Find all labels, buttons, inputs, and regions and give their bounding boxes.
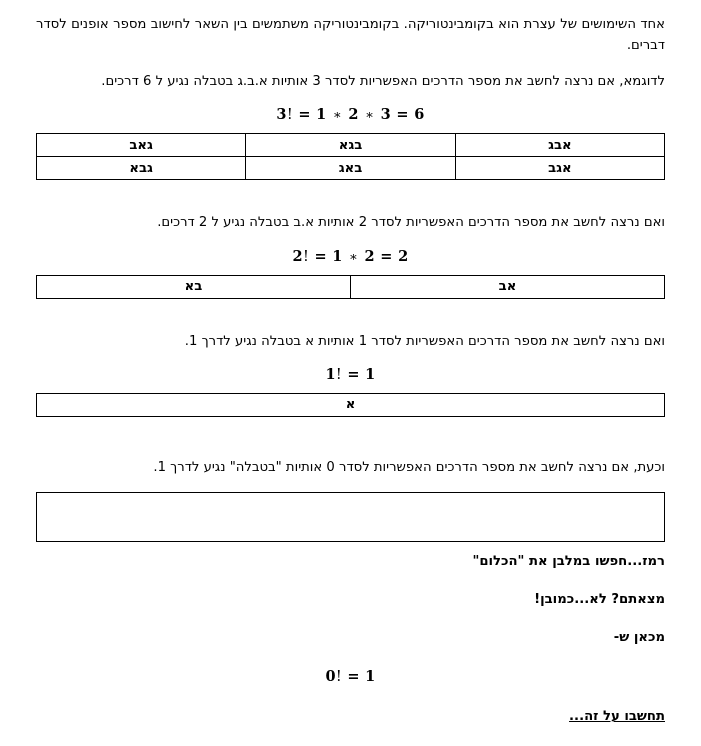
formula-three-eq1: = — [298, 106, 311, 124]
table-row — [37, 157, 665, 180]
formula-zero-factorial — [36, 668, 665, 685]
formula-two-eq1: = — [314, 247, 327, 265]
table-row — [37, 493, 665, 542]
paragraph-example-zero: וכעת, אם נרצה לחשב את מספר הדרכים האפשריות לסדר 0 אותיות "בטבלה" נגיע לדרך 1. — [153, 459, 665, 475]
paragraph-example-three: לדוגמא, אם נרצה לחשב את מספר הדרכים האפשריות לסדר 3 אותיות א.ב.ג בטבלה נגיע ל 6 דרכים. — [101, 73, 665, 89]
table-cell: אב — [351, 275, 665, 298]
formula-two-a: 1 — [332, 247, 343, 265]
formula-three-factorial — [36, 106, 665, 123]
table-cell: בא — [37, 275, 351, 298]
table-row — [37, 393, 665, 416]
formula-three-bang: ! — [286, 107, 293, 124]
formula-one-bang: ! — [335, 366, 342, 383]
formula-one-result: 1 — [365, 365, 376, 383]
table-cell: אגב — [455, 157, 664, 180]
note-found: מצאתם? לא...כמובן! — [534, 592, 665, 608]
formula-two-bang: ! — [302, 248, 310, 265]
table-cell: בגא — [246, 134, 455, 157]
table-cell: גאב — [37, 134, 246, 157]
note-therefore: מכאן ש- — [613, 629, 665, 645]
note-hint: רמז...חפשו במלבן את "הכלום" — [472, 554, 665, 570]
table-cell: אבג — [455, 134, 664, 157]
formula-three-eq2: = — [396, 106, 409, 124]
formula-one-lhs: 1 — [325, 365, 336, 383]
formula-zero-lhs: 0 — [325, 667, 336, 685]
document-content — [36, 14, 665, 744]
table-cell: גבא — [37, 157, 246, 180]
formula-two-result: 2 — [398, 247, 409, 265]
formula-three-op1: ∗ — [332, 108, 343, 124]
table-row — [37, 134, 665, 157]
spacer — [36, 427, 665, 457]
formula-two-factorial — [36, 248, 665, 265]
formula-two-eq2: = — [380, 247, 393, 265]
note-think — [36, 707, 665, 727]
formula-zero-eq1: = — [347, 667, 360, 685]
table-cell-empty — [37, 493, 665, 542]
table-zero-letter-permutations — [36, 492, 665, 542]
formula-three-result: 6 — [414, 106, 425, 124]
spacer — [36, 695, 665, 707]
formula-zero-result: 1 — [365, 667, 376, 685]
paragraph-intro: אחד השימושים של עצרת הוא בקומבינטוריקה. בקומבינטוריקה משתמשים בין השאר לחישוב מספר אופנים לסדר דברים. — [36, 17, 665, 54]
formula-three-op2: ∗ — [365, 108, 375, 124]
table-one-letter-permutations — [36, 393, 665, 417]
paragraph-example-two: ואם נרצה לחשב את מספר הדרכים האפשריות לסדר 2 אותיות א.ב בטבלה נגיע ל 2 דרכים. — [157, 215, 665, 231]
formula-three-lhs: 3 — [276, 106, 287, 124]
formula-three-a: 1 — [316, 106, 327, 124]
formula-two-lhs: 2 — [292, 247, 303, 265]
formula-three-b: 2 — [348, 106, 359, 124]
table-three-letter-permutations — [36, 133, 665, 180]
formula-one-eq1: = — [347, 365, 360, 383]
table-two-letter-permutations — [36, 275, 665, 299]
spacer — [36, 190, 665, 212]
formula-two-op1: ∗ — [349, 249, 359, 265]
spacer — [36, 309, 665, 331]
table-row — [37, 275, 665, 298]
table-cell: באג — [246, 157, 455, 180]
formula-one-factorial — [36, 366, 665, 383]
formula-zero-bang: ! — [335, 668, 342, 685]
table-cell: א — [37, 393, 665, 416]
formula-two-b: 2 — [364, 247, 375, 265]
paragraph-example-one: ואם נרצה לחשב את מספר הדרכים האפשריות לסדר 1 אותיות א בטבלה נגיע לדרך 1. — [184, 333, 665, 349]
formula-three-c: 3 — [380, 106, 392, 124]
note-think-text: תחשבו על זה... — [569, 708, 665, 724]
